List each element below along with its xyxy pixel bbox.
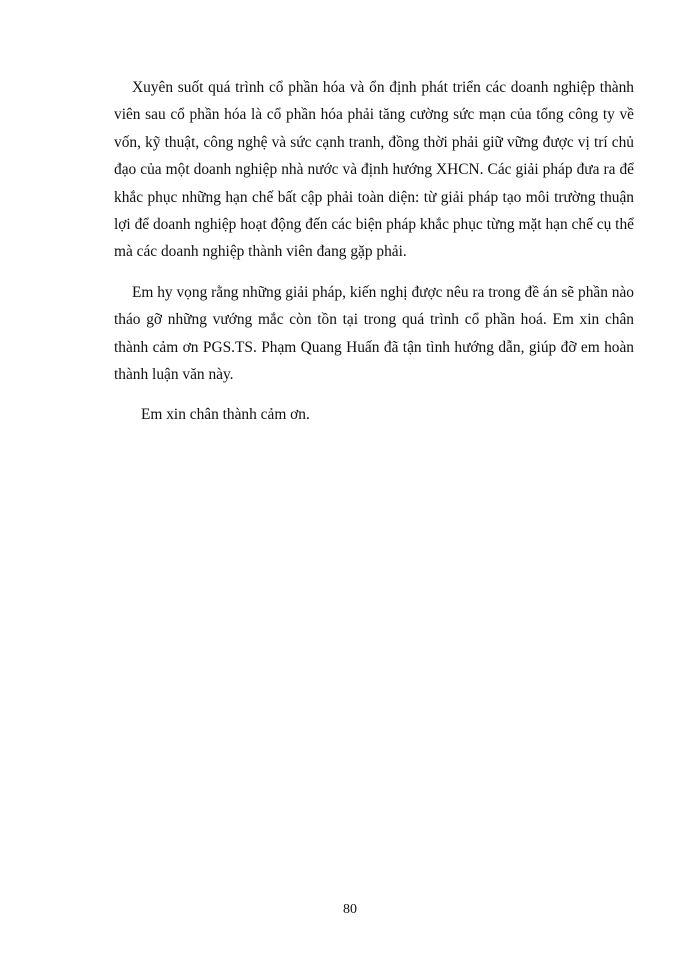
closing-line: Em xin chân thành cảm ơn. — [141, 406, 310, 424]
paragraph-conclusion: Xuyên suốt quá trình cổ phần hóa và ổn định phát triển các doanh nghiệp thành viên sau cổ phần hóa là cổ phần hóa phải tăng cường sức mạn của tổng công ty về vốn, kỹ thuật, công nghệ và sức cạnh tranh, đồng thời phải giữ vững được vị trí chủ đạo của một doanh nghiệp nhà nước và định hướng XHCN. Các giải pháp đưa ra để khắc phục những hạn chế bất cập phải toàn diện: từ giải pháp tạo môi trường thuận lợi để doanh nghiệp hoạt động đến các biện pháp khắc phục từng mặt hạn chế cụ thể mà các doanh nghiệp thành viên đang gặp phải. — [114, 79, 634, 261]
body-text — [114, 74, 634, 442]
page-number: 80 — [343, 902, 357, 917]
paragraph-acknowledgement: Em hy vọng rằng những giải pháp, kiến nghị được nêu ra trong đề án sẽ phần nào tháo gỡ những vướng mắc còn tồn tại trong quá trình cổ phần hoá. Em xin chân thành cảm ơn PGS.TS. Phạm Quang Huấn đã tận tình hướng dẫn, giúp đỡ em hoàn thành luận văn này. — [114, 283, 634, 384]
